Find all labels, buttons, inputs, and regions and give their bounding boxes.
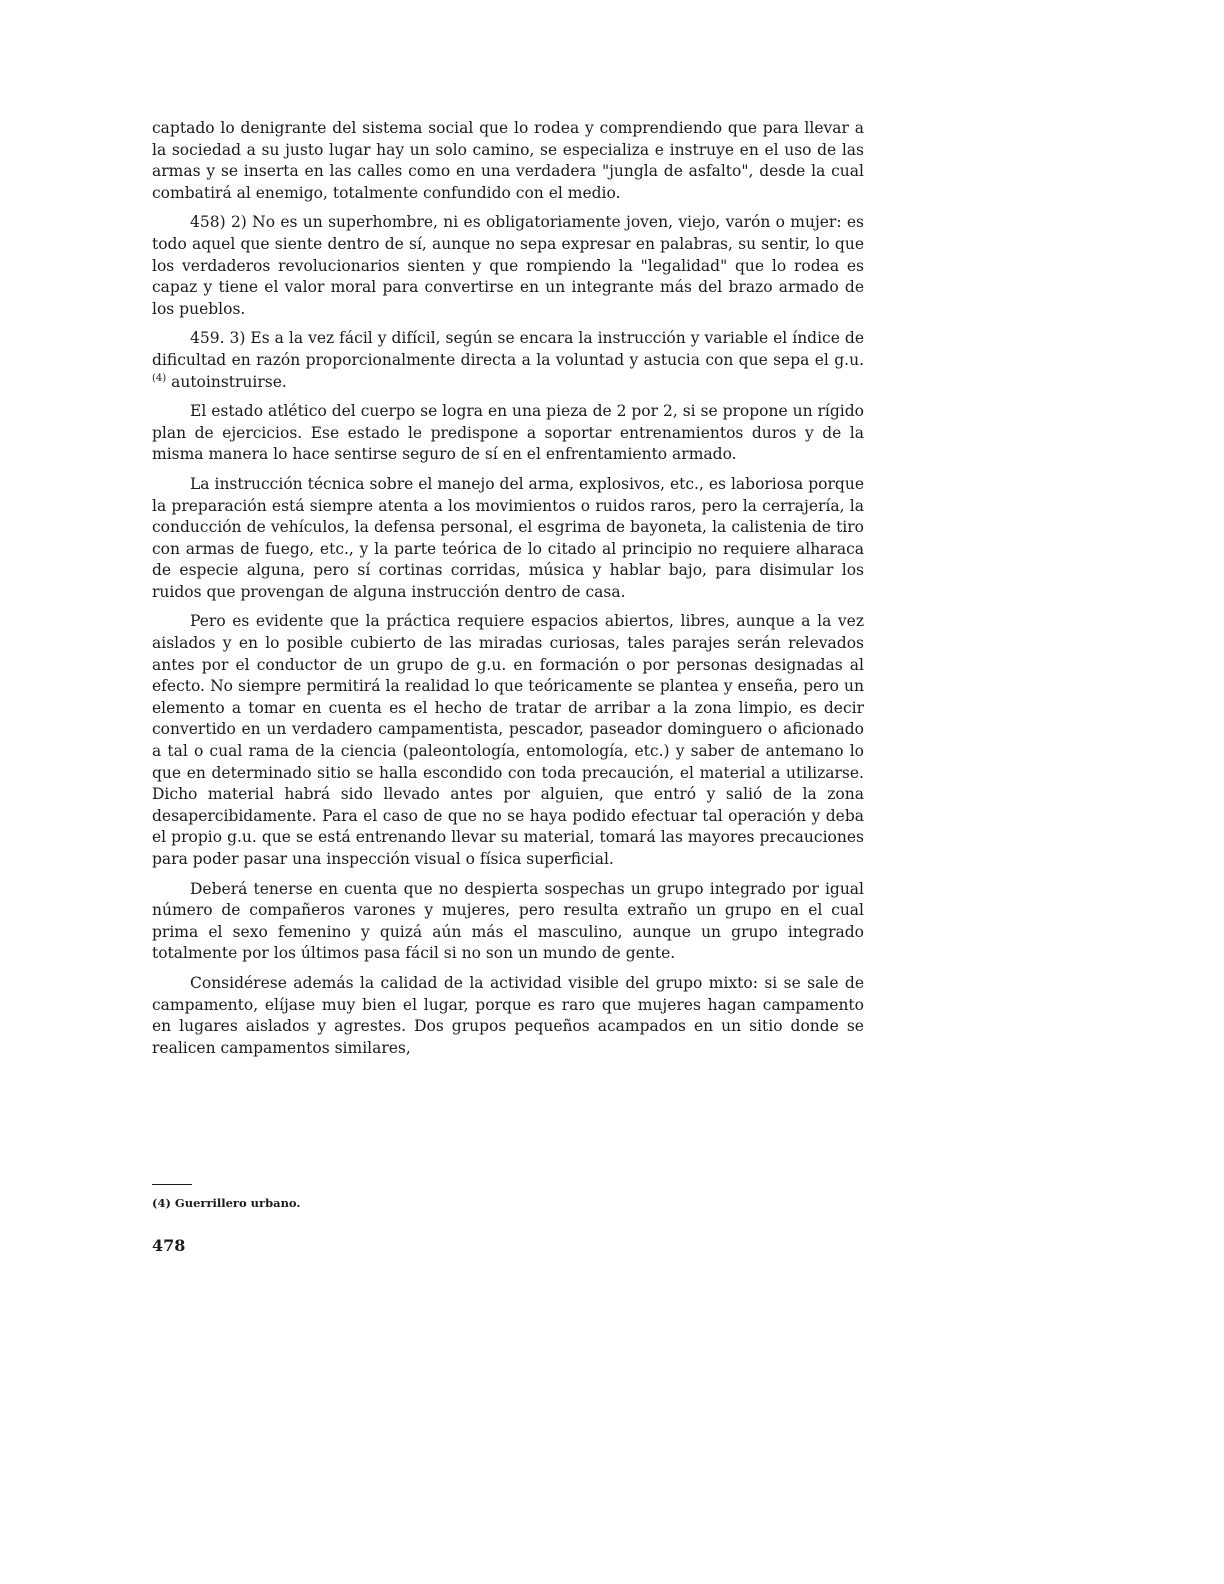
paragraph-459-text: 459. 3) Es a la vez fácil y difícil, según se encara la instrucción y variable el índice de dificultad en razón proporcionalmente directa a la voluntad y astucia con que sepa el g.u. (152, 329, 864, 369)
page-number: 478 (152, 1236, 186, 1255)
paragraph-athletic-state: El estado atlético del cuerpo se logra en una pieza de 2 por 2, si se propone un rígido plan de ejercicios. Ese estado le predispone a soportar entrenamientos duros y de la misma manera lo hace sentirse seguro de sí en el enfrentamiento armado. (152, 402, 864, 464)
paragraph-mixed-group-activity: Considérese además la calidad de la actividad visible del grupo mixto: si se sale de campamento, elíjase muy bien el lugar, porque es raro que mujeres hagan campamento en lugares aislados y agrestes. Dos grupos pequeños acampados en un sitio donde se realicen campamentos similares, (152, 973, 864, 1057)
paragraph-459 (152, 328, 864, 393)
page-body (152, 118, 864, 1067)
paragraph-458: 458) 2) No es un superhombre, ni es obligatoriamente joven, viejo, varón o mujer: es todo aquel que siente dentro de sí, aunque no sepa expresar en palabras, su sentir, lo que los verdaderos revolucionarios sienten y que rompiendo la "legalidad" que lo rodea es capaz y tiene el valor moral para convertirse en un integrante más del brazo armado de los pueblos. (152, 213, 864, 318)
footnote: (4) Guerrillero urbano. (152, 1196, 301, 1210)
paragraph-continuation: captado lo denigrante del sistema social que lo rodea y comprendiendo que para llevar a la sociedad a su justo lugar hay un solo camino, se especializa e instruye en el uso de las armas y se inserta en las calles como en una verdadera "jungla de asfalto", desde la cual combatirá al enemigo, totalmente confundido con el medio. (152, 119, 864, 202)
paragraph-459-text-end: autoinstruirse. (166, 372, 287, 391)
paragraph-technical-instruction: La instrucción técnica sobre el manejo del arma, explosivos, etc., es laboriosa porque la preparación está siempre atenta a los movimientos o ruidos raros, pero la cerrajería, la conducción de vehículos, la defensa personal, el esgrima de bayoneta, la calistenia de tiro con armas de fuego, etc., y la parte teórica de lo citado al principio no requiere alharaca de especie alguna, pero sí cortinas corridas, música y hablar bajo, para disimular los ruidos que provengan de alguna instrucción dentro de casa. (152, 474, 864, 601)
paragraph-group-composition: Deberá tenerse en cuenta que no despierta sospechas un grupo integrado por igual número de compañeros varones y mujeres, pero resulta extraño un grupo en el cual prima el sexo femenino y quizá aún más el masculino, aunque un grupo integrado totalmente por los últimos pasa fácil si no son un mundo de gente. (152, 879, 864, 963)
footnote-divider (152, 1184, 192, 1185)
footnote-reference: (4) (152, 372, 167, 384)
paragraph-open-spaces: Pero es evidente que la práctica requiere espacios abiertos, libres, aunque a la vez aislados y en lo posible cubierto de las miradas curiosas, tales parajes serán relevados antes por el conductor de un grupo de g.u. en formación o por personas designadas al efecto. No siempre permitirá la realidad lo que teóricamente se plantea y enseña, pero un elemento a tomar en cuenta es el hecho de tratar de arribar a la zona limpio, es decir convertido en un verdadero campamentista, pescador, paseador dominguero o aficionado a tal o cual rama de la ciencia (paleontología, entomología, etc.) y saber de antemano lo que en determinado sitio se halla escondido con toda precaución, el material a utilizarse. Dicho material habrá sido llevado antes por alguien, que entró y salió de la zona desapercibidamente. Para el caso de que no se haya podido efectuar tal operación y deba el propio g.u. que se está entrenando llevar su material, tomará las mayores precauciones para poder pasar una inspección visual o física superficial. (152, 612, 864, 868)
